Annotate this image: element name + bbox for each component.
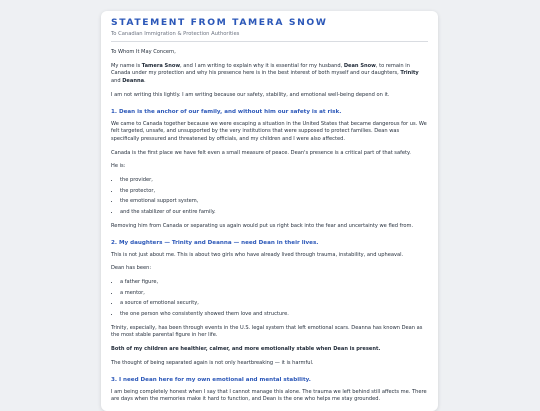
document-subtitle: To Canadian Immigration & Protection Authorities — [111, 31, 240, 37]
section-2-paragraph-1: This is not just about me. This is about two girls who have already lived through trauma, instability, and upheaval. — [111, 251, 404, 258]
salutation: To Whom It May Concern, — [111, 49, 176, 55]
daughter-name-1: Trinity — [400, 70, 419, 77]
intro-text-4: and — [111, 78, 123, 85]
section-1-list — [111, 177, 428, 217]
section-2-paragraph-2: Dean has been: — [111, 265, 152, 272]
section-1-paragraph-1: We came to Canada together because we were escaping a situation in the United States that became dangerous for us. We felt targeted, unsafe, and unsupported by the very institutions that were supposed to protect families. Dean was specifically pressured and threatened by officials, and my children and I were also affected. — [111, 120, 427, 142]
intro-text-1: My name is — [111, 62, 142, 69]
section-3-paragraph-1: I am being completely honest when I say that I cannot manage this alone. The trauma we left behind still affects me. There are days when the memories make it hard to function, and Dean is the one who helps me stay grounded. — [111, 388, 427, 403]
list-item: • a mentor, — [120, 290, 428, 298]
list-item: • the provider, — [120, 177, 428, 185]
section-1-heading: 1. Dean is the anchor of our family, and without him our safety is at risk. — [111, 108, 342, 115]
section-1-paragraph-4: Removing him from Canada or separating us again would put us right back into the fear and uncertainty we fled from. — [111, 222, 414, 229]
list-item: • the emotional support system, — [120, 198, 428, 206]
intro-paragraph-2: I am not writing this lightly. I am writing because our safety, stability, and emotional well-being depend on it. — [111, 91, 390, 98]
document-title: STATEMENT FROM TAMERA SNOW — [111, 17, 328, 28]
list-item: • the one person who consistently showed them love and structure. — [120, 311, 428, 319]
intro-text-3: , to remain in Canada under my protection and why his presence here is in the best interest of both myself and our daughters, — [111, 62, 410, 77]
section-2-paragraph-3: Trinity, especially, has been through events in the U.S. legal system that left emotional scars. Deanna has known Dean as the most stable parental figure in her life. — [111, 324, 423, 339]
husband-name: Dean Snow — [343, 62, 376, 69]
section-2-paragraph-4 — [111, 346, 428, 354]
header-divider — [111, 41, 428, 42]
intro-paragraph — [111, 63, 428, 86]
section-3-heading: 3. I need Dean here for my own emotional and mental stability. — [111, 376, 311, 383]
section-2-paragraph-5: The thought of being separated again is not only heartbreaking — it is harmful. — [111, 359, 314, 366]
section-2-list — [111, 279, 428, 319]
letter-body — [111, 49, 428, 404]
section-2-emphasis: Both of my children are healthier, calmer, and more emotionally stable when Dean is present. — [111, 346, 381, 353]
list-item: • a source of emotional security, — [120, 300, 428, 308]
statement-card — [101, 11, 438, 411]
writer-name: Tamera Snow — [141, 62, 181, 69]
list-item: • the protector, — [120, 188, 428, 196]
intro-text-5: . — [144, 78, 146, 85]
list-item: • and the stabilizer of our entire family. — [120, 209, 428, 217]
section-2-heading: 2. My daughters — Trinity and Deanna — need Dean in their lives. — [111, 239, 319, 246]
daughter-name-2: Deanna — [122, 78, 145, 85]
section-1-paragraph-3: He is: — [111, 163, 126, 170]
section-1-paragraph-2: Canada is the first place we have felt even a small measure of peace. Dean's presence is a critical part of that safety. — [111, 149, 411, 156]
list-item: • a father figure, — [120, 279, 428, 287]
intro-text-2: , and I am writing to explain why it is essential for my husband, — [180, 62, 344, 69]
